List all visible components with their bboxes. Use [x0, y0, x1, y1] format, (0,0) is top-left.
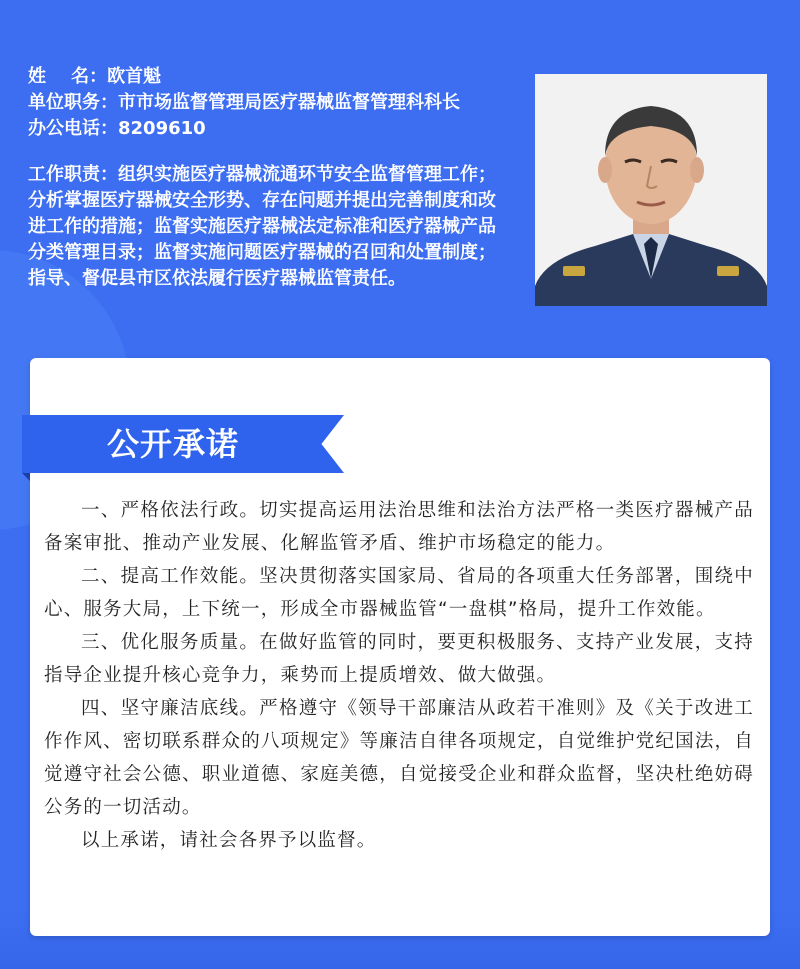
commitment-text — [44, 494, 754, 857]
promise-paragraph-2: 二、提高工作效能。坚决贯彻落实国家局、省局的各项重大任务部署，围绕中心、服务大局，上下统一，形成全市器械监管“一盘棋”格局，提升工作效能。 — [44, 566, 754, 620]
position-label: 单位职务： — [28, 92, 118, 113]
profile-info — [28, 64, 498, 292]
position-value: 市市场监督管理局医疗器械监督管理科科长 — [118, 92, 460, 113]
position-row — [28, 90, 498, 116]
duties-value: 组织实施医疗器械流通环节安全监督管理工作；分析掌握医疗器械安全形势、存在问题并提出完善制度和改进工作的措施；监督实施医疗器械法定标准和医疗器械产品分类管理目录；监督实施问题医疗器械的召回和处置制度；指导、督促县市区依法履行医疗器械监管责任。 — [28, 164, 496, 289]
name-row — [28, 64, 498, 90]
name-label: 姓 名： — [28, 66, 108, 87]
closing-statement: 以上承诺，请社会各界予以监督。 — [81, 830, 377, 851]
phone-row — [28, 116, 498, 142]
promise-paragraph-1: 一、严格依法行政。切实提高运用法治思维和法治方法严格一类医疗器械产品备案审批、推动产业发展、化解监管矛盾、维护市场稳定的能力。 — [44, 500, 754, 554]
phone-value: 8209610 — [118, 118, 206, 139]
promise-paragraph-3: 三、优化服务质量。在做好监管的同时，要更积极服务、支持产业发展，支持指导企业提升核心竞争力，乘势而上提质增效、做大做强。 — [44, 632, 754, 686]
duties-label: 工作职责： — [28, 164, 118, 185]
duties-row — [28, 162, 498, 292]
name-value: 欧首魁 — [107, 66, 162, 87]
portrait-illustration — [535, 74, 767, 306]
duties-text — [28, 162, 498, 292]
official-portrait-photo — [535, 74, 767, 306]
phone-label: 办公电话： — [28, 118, 118, 139]
section-title: 公开承诺 — [106, 425, 239, 463]
promise-paragraph-4: 四、坚守廉洁底线。严格遵守《领导干部廉洁从政若干准则》及《关于改进工作作风、密切联系群众的八项规定》等廉洁自律各项规定，自觉维护党纪国法，自觉遵守社会公德、职业道德、家庭美德，自觉接受企业和群众监督，坚决杜绝妨碍公务的一切活动。 — [44, 698, 754, 818]
